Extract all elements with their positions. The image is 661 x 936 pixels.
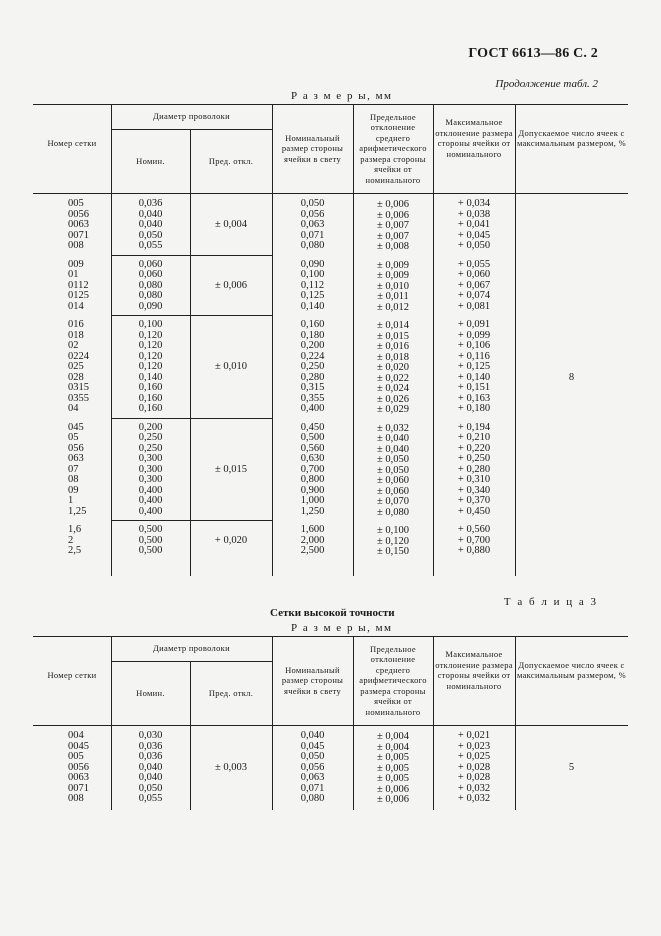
header-top-rule [33, 104, 628, 105]
max-deviation-list: + 0,021 + 0,023 + 0,025 + 0,028 + 0,028 + 0,032 + 0,032 [457, 730, 491, 804]
header-number: Номер сетки [47, 670, 97, 680]
cell-size-list: 1,600 2,000 2,500 [300, 524, 325, 556]
mesh-number-list: 016 018 02 0224 025 028 0315 0355 04 [68, 319, 89, 414]
wire-tolerance: ± 0,003 [214, 761, 247, 773]
mean-limit-list: ± 0,032 ± 0,040 ± 0,040 ± 0,050 ± 0,050 ± 0,060 ± 0,060 ± 0,070 ± 0,080 [376, 422, 409, 518]
group-separator [111, 418, 272, 419]
allowed-percent-value: 5 [568, 761, 575, 773]
header-allowed-percent: Допускаемое число ячеек с максимальным размером, % [516, 127, 627, 148]
header-mean-limit: Предельное отклонение среднего арифметического размера стороны ячейки от номинального [359, 111, 427, 185]
header-cell-size: Номинальный размер стороны ячейки в свету [281, 664, 344, 696]
header-number: Номер сетки [47, 138, 97, 148]
header-max-deviation: Максимальное отклонение размера стороны ячейки от номинального [435, 649, 513, 691]
wire-tolerance: ± 0,010 [214, 361, 247, 372]
mean-limit-list: ± 0,004 ± 0,004 ± 0,005 ± 0,005 ± 0,005 ± 0,006 ± 0,006 [376, 731, 409, 805]
body-col-divider [190, 193, 191, 576]
header-nominal: Номин. [136, 155, 165, 166]
cell-size-list: 0,160 0,180 0,200 0,224 0,250 0,280 0,315 0,355 0,400 [300, 319, 325, 414]
header-max-deviation: Максимальное отклонение размера стороны ячейки от номинального [435, 117, 513, 159]
header-bottom-rule [33, 193, 628, 194]
header-bottom-rule [33, 725, 628, 726]
cell-size-list: 0,090 0,100 0,112 0,125 0,140 [300, 258, 325, 312]
header-deviation: Пред. откл. [208, 155, 254, 166]
mean-limit-list: ± 0,100 ± 0,120 ± 0,150 [376, 525, 409, 557]
wire-nominal-list: 0,030 0,036 0,036 0,040 0,040 0,050 0,055 [138, 730, 163, 804]
table3-title: Сетки высокой точности [270, 607, 395, 619]
page-header: ГОСТ 6613—86 С. 2 [468, 46, 598, 61]
mean-limit-list: ± 0,006 ± 0,006 ± 0,007 ± 0,007 ± 0,008 [376, 199, 409, 252]
wire-nominal-list: 0,036 0,040 0,040 0,050 0,055 [138, 198, 163, 251]
mean-limit-list: ± 0,009 ± 0,009 ± 0,010 ± 0,011 ± 0,012 [376, 259, 409, 313]
max-deviation-list: + 0,034 + 0,038 + 0,041 + 0,045 + 0,050 [457, 198, 491, 251]
mesh-number-list: 045 05 056 063 07 08 09 1 1,25 [68, 421, 87, 517]
max-deviation-list: + 0,194 + 0,210 + 0,220 + 0,250 + 0,280 + 0,310 + 0,340 + 0,370 + 0,450 [457, 421, 491, 517]
max-deviation-list: + 0,560 + 0,700 + 0,880 [457, 524, 491, 556]
header-wire-diameter: Диаметр проволоки [153, 111, 230, 122]
header-nominal: Номин. [136, 687, 165, 698]
header-col-divider [515, 636, 516, 725]
header-deviation: Пред. откл. [208, 687, 254, 698]
wire-header-rule [111, 129, 272, 130]
header-wire-diameter: Диаметр проволоки [153, 643, 230, 654]
header-top-rule [33, 636, 628, 637]
table3-label: Т а б л и ц а 3 [503, 596, 598, 608]
mesh-number-list: 1,6 2 2,5 [68, 524, 82, 556]
wire-tolerance: ± 0,006 [214, 279, 247, 291]
mean-limit-list: ± 0,014 ± 0,015 ± 0,016 ± 0,018 ± 0,020 ± 0,022 ± 0,024 ± 0,026 ± 0,029 [376, 320, 409, 415]
group-separator [111, 520, 272, 521]
mesh-number-list: 004 0045 005 0056 0063 0071 008 [68, 730, 89, 804]
header-allowed-percent: Допускаемое число ячеек с максимальным размером, % [516, 659, 627, 680]
max-deviation-list: + 0,091 + 0,099 + 0,106 + 0,116 + 0,125 + 0,140 + 0,151 + 0,163 + 0,180 [457, 319, 491, 414]
wire-header-rule [111, 661, 272, 662]
header-col-divider [515, 104, 516, 193]
continuation-note: Продолжение табл. 2 [495, 78, 598, 90]
wire-nominal-list: 0,200 0,250 0,250 0,300 0,300 0,300 0,400 0,400 0,400 [138, 421, 163, 517]
cell-size-list: 0,050 0,056 0,063 0,071 0,080 [300, 198, 325, 251]
cell-size-list: 0,450 0,500 0,560 0,630 0,700 0,800 0,900 1,000 1,250 [300, 421, 325, 517]
wire-tolerance: ± 0,004 [214, 219, 247, 230]
max-deviation-list: + 0,055 + 0,060 + 0,067 + 0,074 + 0,081 [457, 258, 491, 312]
mesh-number-list: 005 0056 0063 0071 008 [68, 198, 89, 251]
wire-tolerance: ± 0,015 [214, 463, 247, 475]
cell-size-list: 0,040 0,045 0,050 0,056 0,063 0,071 0,080 [300, 730, 325, 804]
group-separator [111, 315, 272, 316]
mesh-number-list: 009 01 0112 0125 014 [68, 258, 89, 312]
group-separator [111, 255, 272, 256]
header-mean-limit: Предельное отклонение среднего арифметического размера стороны ячейки от номинального [359, 643, 427, 717]
wire-tolerance: + 0,020 [214, 534, 248, 546]
allowed-percent-value: 8 [568, 371, 575, 383]
body-col-divider [515, 193, 516, 576]
wire-nominal-list: 0,060 0,060 0,080 0,080 0,090 [138, 258, 163, 312]
table3-dimensions-title: Р а з м е р ы, мм [291, 622, 393, 634]
wire-nominal-list: 0,100 0,120 0,120 0,120 0,120 0,140 0,160 0,160 0,160 [138, 319, 163, 414]
table2-dimensions-title: Р а з м е р ы, мм [291, 90, 393, 102]
header-cell-size: Номинальный размер стороны ячейки в свету [281, 132, 344, 164]
wire-nominal-list: 0,500 0,500 0,500 [138, 524, 163, 556]
